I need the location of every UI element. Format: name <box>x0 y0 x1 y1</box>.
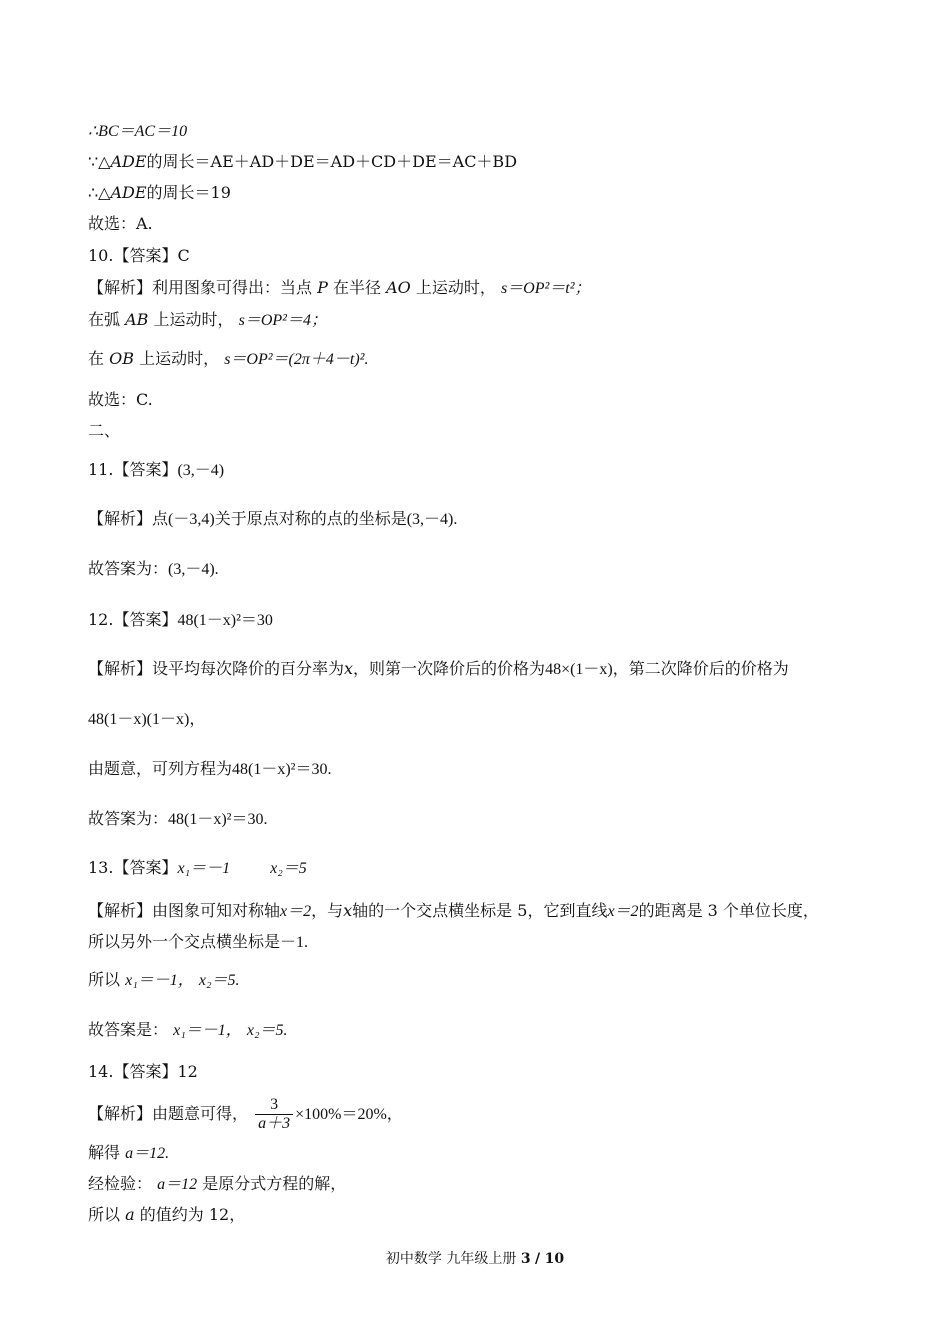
text-line: 在弧 AB 上运动时， s＝OP²＝4； <box>88 310 327 329</box>
text-line: 由题意，可列方程为48(1－x)²＝30. <box>88 759 332 778</box>
answer-heading-14: 14.【答案】12 <box>88 1062 198 1081</box>
text-line: 【解析】由图象可知对称轴x＝2，与x轴的一个交点横坐标是 5，它到直线x＝2的距离是 3 个单位长度， <box>88 901 819 920</box>
text-line: 所以另外一个交点横坐标是－1. <box>88 932 309 951</box>
text-line: 故选：A. <box>88 214 153 233</box>
answer-heading-11: 11.【答案】(3,－4) <box>88 460 225 479</box>
answer-heading-12: 12.【答案】48(1－x)²＝30 <box>88 610 273 629</box>
page-footer: 初中数学 九年级上册 3 / 10 <box>385 1251 565 1267</box>
text-line: 在 OB 上运动时， s＝OP²＝(2π＋4－t)². <box>88 349 369 368</box>
text-line: 【解析】设平均每次降价的百分率为x，则第一次降价后的价格为48×(1－x)，第二次降价后的价格为 <box>88 659 789 678</box>
text-line: 【解析】点(－3,4)关于原点对称的点的坐标是(3,－4). <box>88 509 458 528</box>
text-line: 【解析】利用图象可得出：当点 P 在半径 AO 上运动时， s＝OP²＝t²； <box>88 278 591 297</box>
page-number: 3 <box>520 1251 531 1267</box>
text-line: 解得 a＝12. <box>88 1143 170 1162</box>
page-total: 10 <box>544 1251 565 1267</box>
text-line: 48(1－x)(1－x)， <box>88 711 206 728</box>
fraction: $\frac{3}{a+3}$ <box>255 1096 293 1133</box>
text-line: ∴△ADE的周长＝19 <box>88 183 231 202</box>
answer-heading-10: 10.【答案】C <box>88 246 190 265</box>
text-line: ∴BC＝AC＝10 <box>88 123 188 140</box>
text-line: 故答案为：48(1－x)²＝30. <box>88 809 268 828</box>
text-line: 故答案是： x₁＝－1， x₂＝5. <box>88 1020 288 1039</box>
text-line: 所以 a 的值约为 12， <box>88 1205 246 1224</box>
text-line: 故选：C. <box>88 390 153 409</box>
text-line: 经检验： a＝12 是原分式方程的解， <box>88 1174 347 1193</box>
text-line: 【解析】由题意可得， $\frac{3}{a+3}$ ×100%＝20%， <box>88 1096 403 1132</box>
answer-heading-13: 13.【答案】x₁＝－1 x₂＝5 <box>88 858 307 877</box>
text-line: 所以 x₁＝－1， x₂＝5. <box>88 970 240 989</box>
section-heading: 二、 <box>88 421 121 440</box>
text-line: ∵△ADE的周长＝AE＋AD＋DE＝AD＋CD＋DE＝AC＋BD <box>88 152 518 171</box>
text-line: 故答案为：(3,－4). <box>88 559 219 578</box>
